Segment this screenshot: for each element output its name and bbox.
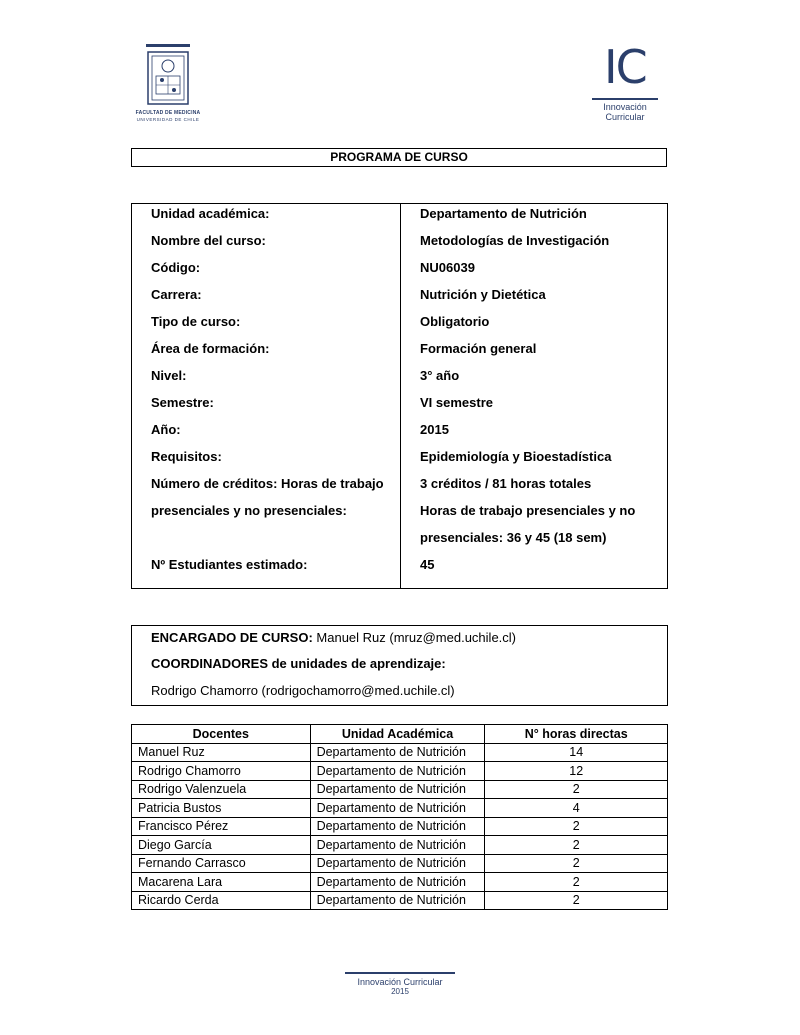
unidad-cell: Departamento de Nutrición [310, 817, 485, 836]
encargado-label: ENCARGADO DE CURSO: [151, 630, 313, 645]
info-label: Número de créditos: Horas de trabajo [151, 476, 384, 491]
info-column-divider [400, 204, 401, 588]
faculty-logo [135, 44, 201, 124]
table-row [132, 743, 668, 762]
info-label: Código: [151, 260, 201, 275]
docente-name-cell: Manuel Ruz [132, 743, 311, 762]
info-value: 2015 [420, 422, 449, 437]
table-header-row [132, 725, 668, 744]
info-value: Epidemiología y Bioestadística [420, 449, 612, 464]
info-value: VI semestre [420, 395, 493, 410]
logo-faculty-text: FACULTAD DE MEDICINA [135, 110, 201, 116]
unidad-cell: Departamento de Nutrición [310, 836, 485, 855]
info-label: Unidad académica: [151, 206, 270, 221]
horas-cell: 2 [485, 780, 668, 799]
horas-cell: 12 [485, 762, 668, 781]
logo-divider [592, 98, 658, 100]
footer-text: Innovación Curricular [357, 977, 443, 987]
horas-cell: 2 [485, 854, 668, 873]
encargado-value: Manuel Ruz (mruz@med.uchile.cl) [312, 630, 516, 645]
table-row [132, 836, 668, 855]
info-value: Obligatorio [420, 314, 490, 329]
unidad-cell: Departamento de Nutrición [310, 873, 485, 892]
docente-name-cell: Rodrigo Chamorro [132, 762, 311, 781]
table-row [132, 873, 668, 892]
info-label: presenciales y no presenciales: [151, 503, 347, 518]
horas-cell: 14 [485, 743, 668, 762]
info-label: Semestre: [151, 395, 214, 410]
info-label: Nivel: [151, 368, 187, 383]
info-label: Nº Estudiantes estimado: [151, 557, 308, 572]
info-label: Año: [151, 422, 181, 437]
footer-divider [345, 972, 455, 974]
info-value: 45 [420, 557, 435, 572]
info-value: NU06039 [420, 260, 475, 275]
table-row [132, 817, 668, 836]
info-label: Área de formación: [151, 341, 270, 356]
logo-ic-mark: IC [604, 40, 646, 94]
unidad-cell: Departamento de Nutrición [310, 891, 485, 910]
table-row [132, 799, 668, 818]
info-value: presenciales: 36 y 45 (18 sem) [420, 530, 607, 545]
info-value: 3 créditos / 81 horas totales [420, 476, 592, 491]
table-row [132, 854, 668, 873]
docente-name-cell: Rodrigo Valenzuela [132, 780, 311, 799]
table-row [132, 891, 668, 910]
info-value: Metodologías de Investigación [420, 233, 610, 248]
info-label: Tipo de curso: [151, 314, 241, 329]
faculty-seal-icon [146, 50, 190, 108]
info-value: Horas de trabajo presenciales y no [420, 503, 636, 518]
unidad-cell: Departamento de Nutrición [310, 743, 485, 762]
course-info-box [131, 203, 668, 589]
info-value: Nutrición y Dietética [420, 287, 546, 302]
docentes-table [131, 724, 668, 910]
info-label: Requisitos: [151, 449, 222, 464]
unidad-cell: Departamento de Nutrición [310, 780, 485, 799]
info-label: Nombre del curso: [151, 233, 266, 248]
header-docentes: Docentes [132, 725, 311, 744]
docente-name-cell: Patricia Bustos [132, 799, 311, 818]
horas-cell: 2 [485, 873, 668, 892]
coordinadores-value: Rodrigo Chamorro (rodrigochamorro@med.uchile.cl) [151, 683, 455, 698]
encargado-line [151, 630, 516, 645]
docente-name-cell: Macarena Lara [132, 873, 311, 892]
info-value: Departamento de Nutrición [420, 206, 587, 221]
page-title: PROGRAMA DE CURSO [131, 148, 667, 167]
horas-cell: 2 [485, 891, 668, 910]
coordinadores-label: COORDINADORES de unidades de aprendizaje: [151, 656, 446, 671]
footer-logo [345, 972, 455, 996]
info-value: 3° año [420, 368, 460, 383]
horas-cell: 4 [485, 799, 668, 818]
unidad-cell: Departamento de Nutrición [310, 762, 485, 781]
encargado-box [131, 625, 668, 706]
docente-name-cell: Fernando Carrasco [132, 854, 311, 873]
logo-top-bar [146, 44, 190, 47]
logo-university-text: UNIVERSIDAD DE CHILE [136, 117, 200, 122]
horas-cell: 2 [485, 817, 668, 836]
logo-line2: Curricular [605, 112, 645, 122]
table-row [132, 780, 668, 799]
info-label: Carrera: [151, 287, 202, 302]
docente-name-cell: Diego García [132, 836, 311, 855]
info-value: Formación general [420, 341, 537, 356]
docente-name-cell: Ricardo Cerda [132, 891, 311, 910]
header-horas: N° horas directas [485, 725, 668, 744]
innovacion-curricular-logo [590, 40, 660, 126]
unidad-cell: Departamento de Nutrición [310, 799, 485, 818]
footer-year: 2015 [391, 987, 409, 996]
logo-line1: Innovación [603, 102, 647, 112]
docente-name-cell: Francisco Pérez [132, 817, 311, 836]
table-row [132, 762, 668, 781]
unidad-cell: Departamento de Nutrición [310, 854, 485, 873]
header-unidad: Unidad Académica [310, 725, 485, 744]
horas-cell: 2 [485, 836, 668, 855]
